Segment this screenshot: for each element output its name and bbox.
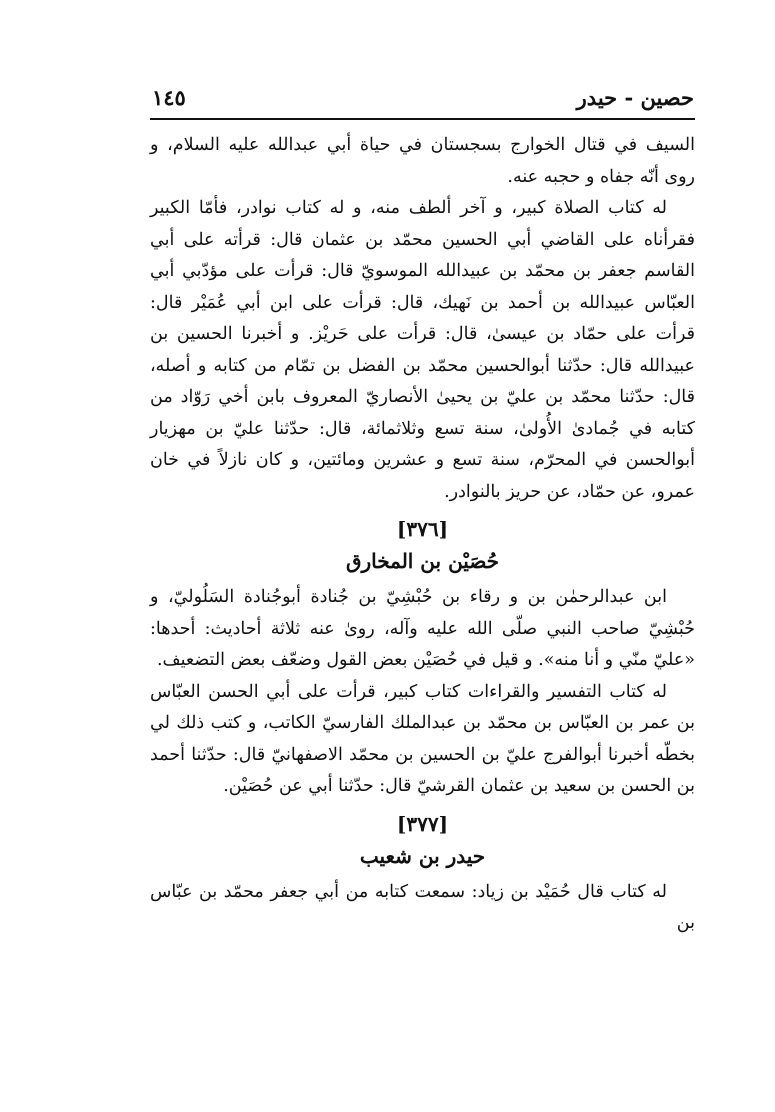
header-divider bbox=[150, 118, 695, 120]
entry-number: [٣٧٧] bbox=[396, 811, 449, 836]
entry-title: حيدر بن شعيب bbox=[359, 843, 486, 868]
page-header bbox=[152, 80, 694, 110]
page-body bbox=[150, 130, 695, 940]
paragraph: له كتاب التفسير والقراءات كتاب كبير، قرأت على أبي الحسن العبّاس بن عمر بن العبّاس بن محمّد بن عبدالملك الفارسيّ الكاتب، و كتب ذلك لي بخطّه أخبرنا أبوالفرج عليّ بن الحسين بن محمّد الاصفهانيّ قال: حدّثنا أحمد بن الحسن بن سعيد بن عثمان القرشيّ قال: حدّثنا أبي عن حُصَيْن. bbox=[150, 681, 695, 796]
entry-title: حُصَيْن بن المخارق bbox=[345, 549, 500, 573]
paragraph: السيف في قتال الخوارج بسجستان في حياة أبي عبدالله عليه السلام، و روى أنّه جفاه و حجبه عنه. bbox=[150, 135, 695, 187]
entry-number: [٣٧٦] bbox=[396, 517, 449, 541]
page-number: ١٤٥ bbox=[152, 85, 186, 110]
paragraph: له كتاب الصلاة كبير، و آخر ألطف منه، و له كتاب نوادر، فأمّا الكبير فقرأناه على القاضي أبي الحسين محمّد بن عثمان قال: قرأته على أبي القاسم جعفر بن محمّد بن عبيدالله الموسويّ قال: قرأت على مؤدّبي أبي العبّاس عبيدالله بن أحمد بن نَهيك، قال: قرأت على ابن أبي عُمَيْر قال: قرأت على حمّاد بن عيسىٰ، قال: قرأت على حَريْز. و أخبرنا الحسين بن عبيدالله قال: حدّثنا أبوالحسين محمّد بن الفضل بن تمّام من كتابه و أصله، قال: حدّثنا محمّد بن عليّ بن يحيىٰ الأنصاريّ المعروف بابن أخي رَوّاد من كتابه في جُمادىٰ الأُولىٰ، سنة تسع وثلاثمائة، قال: حدّثنا عليّ بن مهزيار أبوالحسن في المحرّم، سنة تسع و عشرين ومائتين، و كان نازلاً في خان عمرو، عن حمّاد، عن حريز بالنوادر. bbox=[150, 198, 695, 502]
paragraph: له كتاب قال حُمَيْد بن زياد: سمعت كتابه من أبي جعفر محمّد بن عبّاس بن bbox=[150, 881, 695, 933]
running-header-title: حصين - حيدر bbox=[576, 85, 694, 110]
paragraph: ابن عبدالرحمٰن بن و رقاء بن حُبْشِيّ بن جُنادة أبوجُنادة السَلُوليّ، و حُبْشِيّ صاحب النبي صلّى الله عليه وآله، روىٰ عنه ثلاثة أحاديث: أحدها: «عليّ منّي و أنا منه». و قيل في حُصَيْن بعض القول وضعّف بعض التضعيف. bbox=[150, 587, 695, 670]
